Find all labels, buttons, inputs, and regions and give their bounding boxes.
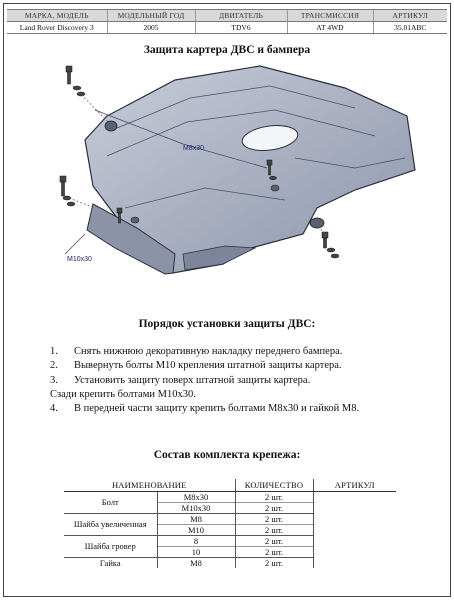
label-m10x30: M10x30 (67, 256, 92, 263)
header-col-engine: ДВИГАТЕЛЬ (195, 10, 287, 22)
mount-hole (131, 217, 139, 223)
step-text: Установить защиту поверх штатной защиты картера. (74, 374, 311, 386)
part-qty: 2 шт. (235, 546, 313, 557)
part-size: 8 (157, 535, 235, 546)
part-qty: 2 шт. (235, 524, 313, 535)
part-size: M10 (157, 524, 235, 535)
label-m8x30: M8x30 (183, 145, 205, 152)
install-steps (50, 345, 440, 416)
part-size: M8 (157, 557, 235, 568)
col-name: НАИМЕНОВАНИЕ (64, 479, 235, 491)
part-size: M8x30 (157, 491, 235, 502)
value-article: 35.01ABC (373, 22, 447, 34)
install-title: Порядок установки защиты ДВС: (138, 318, 316, 330)
bolt-left (60, 176, 75, 206)
leader-line (73, 86, 110, 124)
step-text: В передней части защиту крепить болтами M8x30 и гайкой M8. (74, 403, 360, 415)
header-col-model: МАРКА, МОДЕЛЬ (7, 10, 107, 22)
vehicle-info-table (7, 9, 447, 34)
part-qty: 2 шт. (235, 535, 313, 546)
header-col-year: МОДЕЛЬНЫЙ ГОД (107, 10, 195, 22)
install-step (50, 402, 440, 416)
table-row (64, 491, 396, 502)
callout-line-m10 (65, 234, 85, 254)
part-name: Болт (64, 491, 157, 513)
value-transmission: AT 4WD (287, 22, 373, 34)
part-size: M8 (157, 513, 235, 524)
part-qty: 2 шт. (235, 513, 313, 524)
value-year: 2005 (107, 22, 195, 34)
part-size: M10x30 (157, 502, 235, 513)
step-number: 3. (50, 374, 58, 386)
part-article (313, 491, 396, 568)
part-size: 10 (157, 546, 235, 557)
skid-plate-drawing (55, 58, 425, 290)
header-col-transmission: ТРАНСМИССИЯ (287, 10, 373, 22)
mount-hole (105, 121, 117, 131)
part-name: Шайба увеличенная (64, 513, 157, 535)
install-step (50, 359, 440, 373)
header-col-article: АРТИКУЛ (373, 10, 447, 22)
mount-hole (271, 185, 279, 191)
step-number: 1. (50, 346, 58, 357)
col-qty: КОЛИЧЕСТВО (235, 479, 313, 491)
install-step (50, 374, 440, 388)
step-text: Вывернуть болты M10 крепления штатной защиты картера. (74, 360, 342, 372)
value-engine: TDV6 (195, 22, 287, 34)
bolt-front-right (322, 232, 339, 258)
part-qty: 2 шт. (235, 557, 313, 568)
step-number: 2. (50, 360, 58, 372)
step-text: Снять нижнюю декоративную накладку переднего бампера. (74, 346, 343, 357)
col-article: АРТИКУЛ (313, 479, 396, 491)
step-continuation: Сзади крепить болтами M10x30. (50, 388, 196, 400)
part-qty: 2 шт. (235, 491, 313, 502)
step-number: 4. (50, 403, 58, 415)
part-name: Шайба гровер (64, 535, 157, 557)
install-step (50, 345, 440, 359)
value-model: Land Rover Discovery 3 (7, 22, 107, 34)
part-name: Гайка (64, 557, 157, 568)
bolt-top-left (66, 66, 85, 96)
kit-title: Состав комплекта крепежа: (153, 449, 301, 461)
mount-hole (310, 218, 324, 228)
part-qty: 2 шт. (235, 502, 313, 513)
fastener-kit-table (64, 479, 396, 568)
document-title: Защита картера ДВС и бампера (143, 44, 311, 56)
